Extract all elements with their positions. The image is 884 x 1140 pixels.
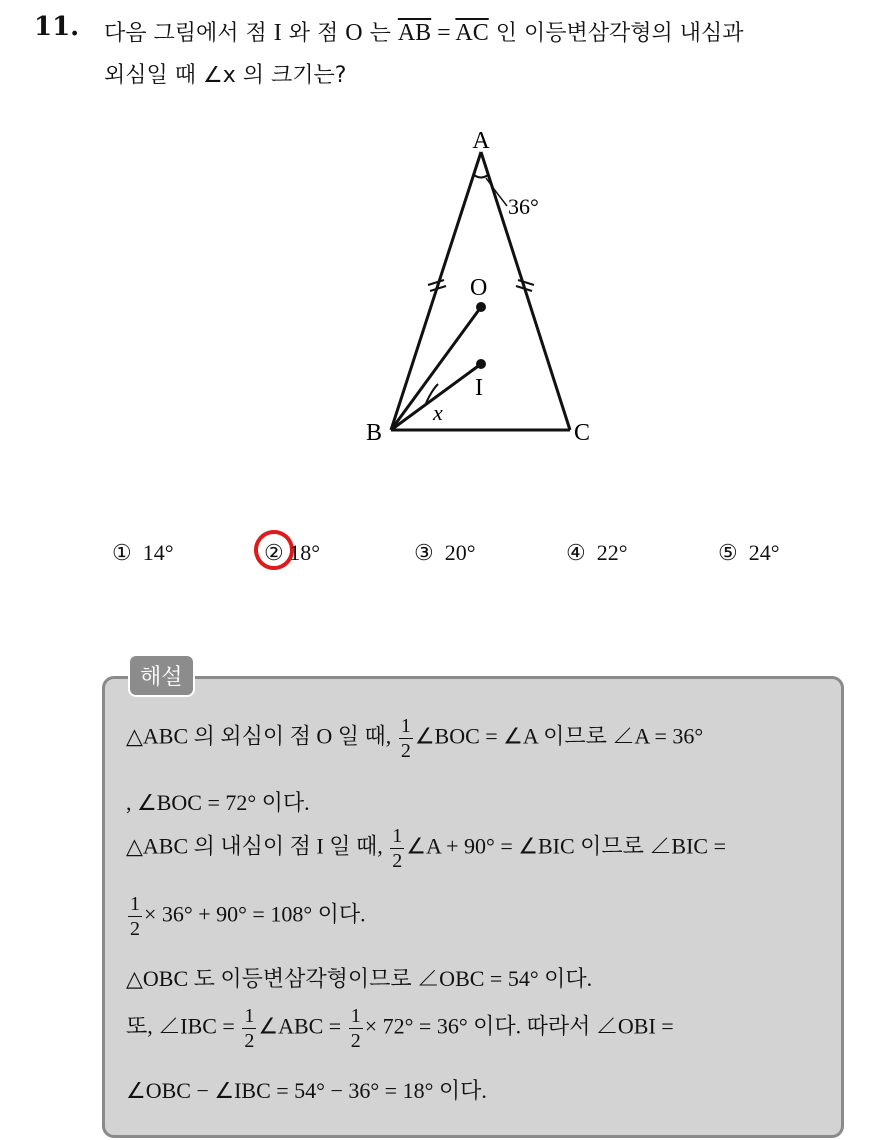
choice-5-mark: ⑤ (718, 540, 738, 565)
sol1-b: ∠BOC = ∠A 이므로 ∠A = 36° (414, 723, 704, 749)
solution-line-4 (126, 894, 366, 939)
sol3-b: ∠A + 90° = ∠BIC 이므로 ∠BIC = (406, 833, 726, 859)
q-text-c: 인 이등변삼각형의 내심과 (488, 21, 744, 46)
choice-1[interactable] (112, 540, 174, 566)
choice-3-mark: ③ (414, 540, 434, 565)
question-number: 11. (34, 12, 80, 42)
segment-ac: $\overline{AC}$ (455, 20, 489, 46)
label-c: C (574, 420, 591, 446)
q-text-b: 는 (362, 21, 398, 46)
label-b: B (366, 420, 383, 446)
choice-4[interactable] (566, 540, 628, 566)
fraction-half: $\frac{1}{2}$ (400, 715, 411, 762)
choice-4-value: 22° (596, 540, 628, 565)
label-a: A (472, 128, 490, 154)
fraction-half: $\frac{1}{2}$ (244, 1005, 255, 1052)
point-o-text: O (345, 20, 363, 46)
sol6-a: 또, ∠IBC = (126, 1013, 235, 1039)
choice-1-value: 14° (142, 540, 174, 565)
choice-2-mark: ② (264, 540, 284, 565)
question-text-line1 (104, 16, 744, 47)
fraction-half: $\frac{1}{2}$ (392, 825, 403, 872)
sol3-a: △ABC 의 내심이 점 I 일 때, (126, 833, 383, 859)
label-o: O (470, 275, 488, 301)
label-i: I (475, 375, 483, 401)
triangle-figure (340, 120, 620, 450)
fraction-half: $\frac{1}{2}$ (130, 893, 140, 940)
fraction-half: $\frac{1}{2}$ (350, 1005, 361, 1052)
choice-2-value: 18° (289, 540, 321, 565)
choice-5-value: 24° (748, 540, 780, 565)
choice-2[interactable] (264, 540, 320, 566)
sol6-c: × 72° = 36° 이다. 따라서 ∠OBI = (364, 1013, 674, 1039)
choice-3-value: 20° (444, 540, 476, 565)
solution-line-5: △OBC 도 이등변삼각형이므로 ∠OBC = 54° 이다. (126, 966, 593, 991)
solution-tag: 해설 (128, 654, 195, 697)
choice-5[interactable] (718, 540, 780, 566)
angle-a-arc (474, 175, 488, 178)
sol1-a: △ABC 의 외심이 점 O 일 때, (126, 723, 392, 749)
equals-sign: = (431, 20, 456, 46)
segment-ab: $\overline{AB}$ (397, 20, 432, 46)
label-x: x (433, 400, 443, 425)
side-ab (391, 152, 481, 430)
solution-line-7: ∠OBC − ∠IBC = 54° − 36° = 18° 이다. (126, 1078, 487, 1103)
point-i (476, 359, 486, 369)
choice-3[interactable] (414, 540, 476, 566)
sol6-b: ∠ABC = (258, 1013, 342, 1039)
solution-line-1 (126, 716, 703, 761)
question-line1-prefix: 다음 그림에서 점 (104, 21, 274, 46)
solution-line-3 (126, 826, 726, 871)
q-text-a: 와 점 (281, 21, 346, 46)
choice-1-mark: ① (112, 540, 132, 565)
choice-4-mark: ④ (566, 540, 586, 565)
point-i-text: I (273, 20, 282, 46)
question-text-line2: 외심일 때 ∠x 의 크기는? (104, 63, 347, 88)
point-o (476, 302, 486, 312)
solution-line-2: , ∠BOC = 72° 이다. (126, 790, 310, 815)
sol4-b: × 36° + 90° = 108° 이다. (144, 901, 366, 927)
solution-line-6 (126, 1006, 674, 1051)
label-angle-a: 36° (508, 194, 539, 219)
